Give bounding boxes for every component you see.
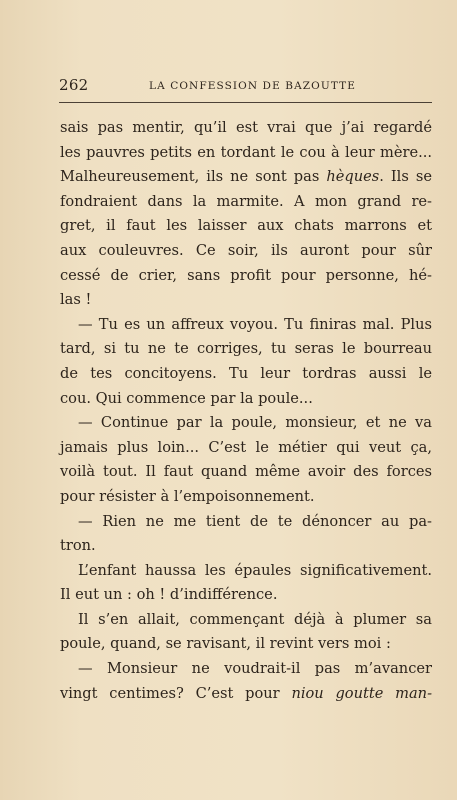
text-line [60,165,432,190]
text-line: gret, il faut les laisser aux chats marrons et [60,217,432,235]
text-line: Il eut un : oh ! d’indifférence. [60,586,278,604]
text-line: Il s’en allait, commençant déjà à plumer sa [78,610,432,628]
text-line [60,682,432,707]
text-line: les pauvres petits en tordant le cou à leur mère... [60,143,432,161]
text-line: — Continue par la poule, monsieur, et ne va [78,414,432,432]
text-segment: vingt centimes? C’est pour [60,684,292,702]
text-line: fondraient dans la marmite. A mon grand re- [60,192,432,210]
text-line: tard, si tu ne te corriges, tu seras le bourreau [60,340,432,358]
text-line: voilà tout. Il faut quand même avoir des forces [60,463,432,481]
text-line: aux couleuvres. Ce soir, ils auront pour sûr [60,241,432,259]
running-head: LA CONFESSION DE BAZOUTTE [149,80,356,92]
text-line: tron. [60,537,96,555]
text-line: pour résister à l’empoisonnement. [60,487,315,505]
text-line: — Rien ne me tient de te dénoncer au pa- [78,512,432,530]
header-rule [59,102,432,103]
text-line: las ! [60,291,92,309]
text-line: jamais plus loin... C’est le métier qui veut ça, [60,438,432,456]
text-line: — Monsieur ne voudrait-il pas m’avancer [78,660,432,678]
text-line: cessé de crier, sans profit pour personne, hé- [60,266,432,284]
text-line: de tes concitoyens. Tu leur tordras aussi le [60,364,432,382]
text-line: sais pas mentir, qu’il est vrai que j’ai regardé [60,119,432,136]
text-line: — Tu es un affreux voyou. Tu finiras mal. Plus [78,315,432,333]
italic-word: niou goutte man- [291,684,432,702]
page-header [59,76,432,98]
text-segment: Malheureusement, ils ne sont pas [60,168,327,186]
page-number: 262 [59,76,89,94]
italic-word: hèques [326,168,380,186]
body-text [60,116,432,706]
text-line: L’enfant haussa les épaules significativement. [78,561,432,579]
text-line: cou. Qui commence par la poule... [60,389,313,407]
text-line: poule, quand, se ravisant, il revint vers moi : [60,635,391,653]
text-segment: . Ils se [379,168,432,186]
